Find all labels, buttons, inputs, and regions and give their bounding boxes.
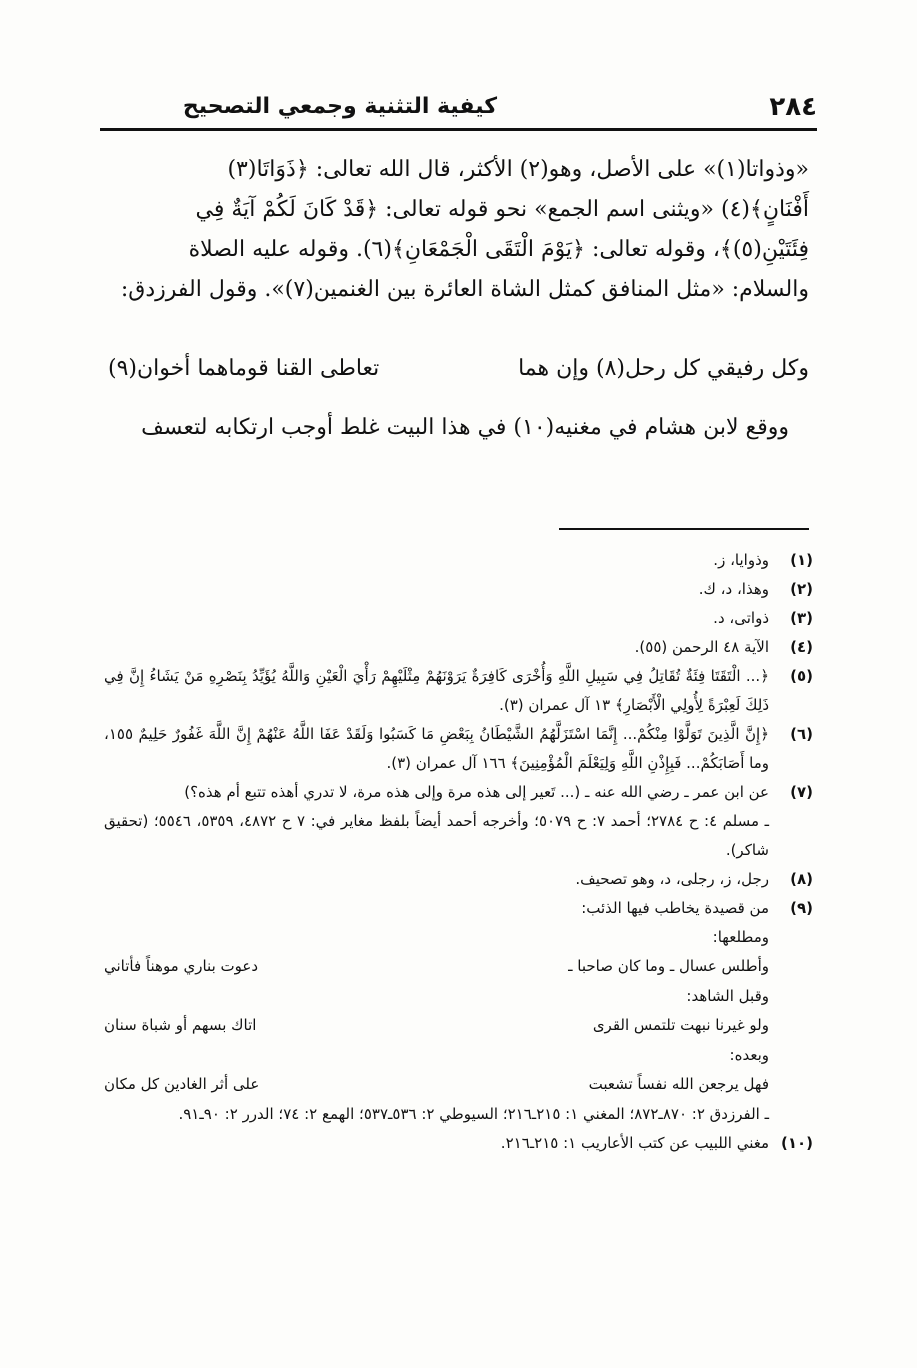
footnote-text: ذواتى، د. [713,609,769,627]
poem-second-hemistich: على أثر الغادين كل مكان [104,1075,260,1093]
footnote-separator [559,528,809,530]
footnote-label: وبعده: [729,1046,769,1064]
footnote [104,662,813,720]
body-line: «وذواتا(١)» على الأصل، وهو(٢) الأكثر، قال الله تعالى: ﴿ذَوَاتَا(٣) [227,157,809,182]
footnote-continuation: ـ مسلم ٤: ح ٢٧٨٤؛ أحمد ٧: ح ٥٠٧٩؛ وأخرجه أحمد أيضاً بلفظ مغاير في: ٧ ح ٤٨٧٢، ٥٣٥٩، ٥٥٤٦؛ (تحقيق شاكر). [104,812,770,859]
footnote [104,778,813,807]
footnote-number: (٨) [790,870,813,888]
footnote-number: (٩) [790,899,813,917]
footnote-label: وقبل الشاهد: [686,987,769,1005]
footnote-text: عن ابن عمر ـ رضي الله عنه ـ (... تَعير إلى هذه مرة وإلى هذه مرة، لا تدري أهذه تتبع أم هذه؟) [184,783,769,801]
footnote-text: مغني اللبيب عن كتب الأعاريب ١: ٢١٥ـ٢١٦. [500,1134,769,1152]
poem-first-hemistich: وأطلس عسال ـ وما كان صاحبا ـ [568,957,769,975]
footnote-number: (٥) [790,667,813,685]
footnote-text: الآية ٤٨ الرحمن (٥٥). [634,638,769,656]
footnote-text: ﴿إِنَّ الَّذِينَ تَوَلَّوْا مِنْكُمْ... إِنَّمَا اسْتَزَلَّهُمُ الشَّيْطَانُ بِبَعْضِ مَا كَسَبُوا وَلَقَدْ عَفَا اللَّهُ عَنْهُمْ إِنَّ اللَّهَ غَفُورٌ حَلِيمٌ ١٥٥، وما أَصَابَكُمْ... فَبِإِذْنِ اللَّهِ وَلِيَعْلَمَ الْمُؤْمِنِينَ﴾ ١٦٦ آل عمران (٣). [104,725,769,772]
footnote [104,575,813,604]
footnote-poem-verse [104,1011,813,1041]
footnote-poem-verse [104,952,813,982]
footnote [104,720,813,778]
footnote-number: (٧) [790,783,813,801]
footnote-number: (٤) [790,638,813,656]
footnote [104,1129,813,1158]
body-line: أَفْنَانٍ﴾(٤) «ويثنى اسم الجمع» نحو قوله تعالى: ﴿قَدْ كَانَ لَكُمْ آيَةٌ فِي [195,197,809,222]
verse-second-hemistich: تعاطى القنا قوماهما أخوان(٩) [108,356,380,381]
page-number: ٢٨٤ [769,92,817,122]
body-line: فِئَتَيْنِ(٥)﴾، وقوله تعالى: ﴿يَوْمَ الْتَقَى الْجَمْعَانِ﴾(٦). وقوله عليه الصلاة [188,237,809,262]
footnote [104,865,813,894]
footnote [104,604,813,633]
page-header [100,92,817,128]
main-text [108,150,809,310]
footnote-text: وذوايا، ز. [713,551,769,569]
footnote-text: من قصيدة يخاطب فيها الذئب: [581,899,769,917]
footnote-poem-verse [104,1070,813,1100]
footnote-number: (٣) [790,609,813,627]
header-rule [100,128,817,131]
footnote-text: وهذا، د، ك. [698,580,769,598]
footnote-number: (٢) [790,580,813,598]
verse-first-hemistich: وكل رفيقي كل رحل(٨) وإن هما [518,356,809,381]
running-title: كيفية التثنية وجمعي التصحيح [182,94,497,119]
poem-second-hemistich: دعوت بناري موهناً فأتاني [104,957,259,975]
footnote-number: (١٠) [780,1134,813,1152]
poetry-verse [108,356,809,396]
body-line: والسلام: «مثل المنافق كمثل الشاة العائرة بين الغنمين(٧)». وقول الفرزدق: [120,277,809,302]
footnote-label: ومطلعها: [712,928,769,946]
footnotes [104,546,813,1158]
footnote-sources: ـ الفرزدق ٢: ٨٧٠ـ٨٧٢؛ المغني ١: ٢١٥ـ٢١٦؛ السيوطي ٢: ٥٣٦ـ٥٣٧؛ الهمع ٢: ٧٤؛ الدرر ٢: ٩٠ـ٩١. [178,1105,769,1123]
footnote-number: (٦) [790,725,813,743]
footnote [104,546,813,575]
poem-second-hemistich: اتاك بسهم أو شباة سنان [104,1016,257,1034]
poem-first-hemistich: ولو غيرنا نبهت تلتمس القرى [592,1016,769,1034]
poem-first-hemistich: فهل يرجعن الله نفساً تشعبت [588,1075,769,1093]
footnote-number: (١) [790,551,813,569]
footnote [104,894,813,923]
footnote-text: رجل، ز، رجلى، د، وهو تصحيف. [575,870,769,888]
body-line: ووقع لابن هشام في مغنيه(١٠) في هذا البيت غلط أوجب ارتكابه لتعسف [141,415,789,440]
footnote [104,633,813,662]
footnote-text: ﴿... الْتَقَتَا فِئَةٌ تُقَاتِلُ فِي سَبِيلِ اللَّهِ وَأُخْرَى كَافِرَةٌ يَرَوْنَهُمْ مِثْلَيْهِمْ رَأْيَ الْعَيْنِ وَاللَّهُ يُؤَيِّدُ بِنَصْرِهِ مَنْ يَشَاءُ إِنَّ فِي ذَلِكَ لَعِبْرَةً لِأُولِي الْأَبْصَارِ﴾ ١٣ آل عمران (٣). [104,667,769,714]
